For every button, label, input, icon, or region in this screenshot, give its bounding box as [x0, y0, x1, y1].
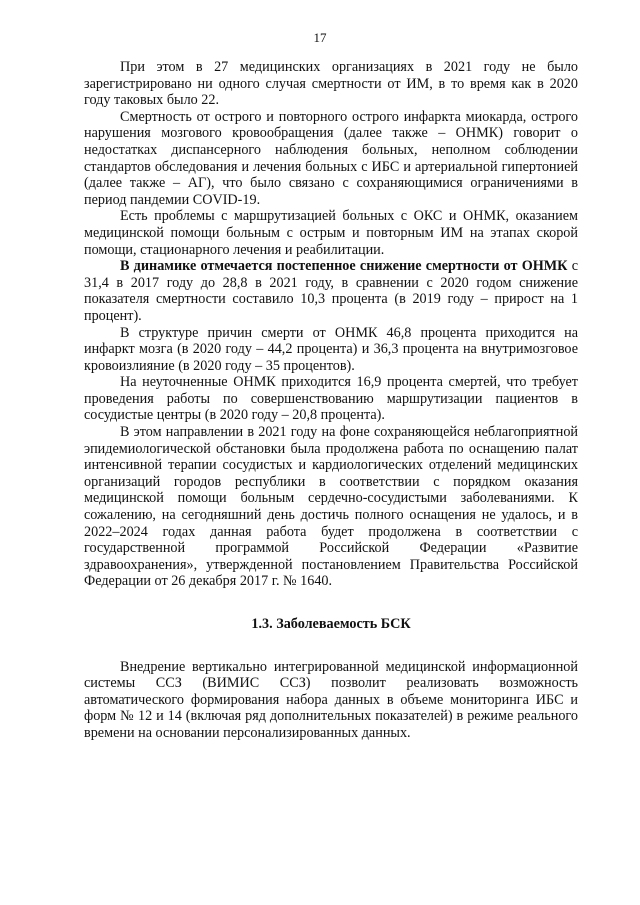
- paragraph-mortality-causes: Смертность от острого и повторного острого инфаркта миокарда, острого нарушения мозгового кровообращения (далее также – ОНМК) говорит о недостатках диспансерного наблюдения больных, неполном соблюдении стандартов обследования и лечения больных с ИБС и артериальной гипертонией (далее также – АГ), что было связано с сохраняющимися ограничениями в период пандемии COVID-19.: [84, 108, 578, 208]
- paragraph-death-structure: В структуре причин смерти от ОНМК 46,8 процента приходится на инфаркт мозга (в 2020 году – 44,2 процента) и 36,3 процента на внутримозговое кровоизлияние (в 2020 году – 35 процентов).: [84, 324, 578, 374]
- paragraph-im-mortality: При этом в 27 медицинских организациях в 2021 году не было зарегистрировано ни одного случая смертности от ИМ, в то время как в 2020 году таковых было 22.: [84, 59, 578, 109]
- paragraph-vimis: Внедрение вертикально интегрированной медицинской информационной системы ССЗ (ВИМИС ССЗ) позволит реализовать возможность автоматического формирования набора данных в объеме мониторинга ИБС и форм № 12 и 14 (включая ряд дополнительных показателей) в режиме реального времени на основании персонализированных данных.: [84, 658, 578, 741]
- paragraph-onmk-dynamics-rest: с 31,4 в 2017 году до 28,8 в 2021 году, в сравнении с 2020 годом снижение показателя смертности составило 10,3 процента (в 2019 году – прирост на 1 процент).: [84, 258, 578, 324]
- page-number: 17: [313, 30, 327, 45]
- paragraph-onmk-dynamics: [84, 258, 578, 324]
- paragraph-onmk-dynamics-bold: В динамике отмечается постепенное снижение смертности от ОНМК: [120, 258, 568, 275]
- document-body: [84, 59, 578, 742]
- paragraph-equipment-work: В этом направлении в 2021 году на фоне сохраняющейся неблагоприятной эпидемиологической обстановки была продолжена работа по оснащению палат интенсивной терапии сосудистых и кардиологических отделений медицинских организаций городов республики в соответствии с порядком оказания медицинской помощи больным сердечно-сосудистыми заболеваниями. К сожалению, на сегодняшний день достичь полного оснащения не удалось, и в 2022–2024 годах данная работа будет продолжена в соответствии с государственной программой Российской Федерации «Развитие здравоохранения», утвержденной постановлением Правительства Российской Федерации от 26 декабря 2017 г. № 1640.: [84, 424, 578, 590]
- paragraph-unspecified-onmk: На неуточненные ОНМК приходится 16,9 процента смертей, что требует проведения работы по совершенствованию маршрутизации пациентов в сосудистые центры (в 2020 году – 20,8 процента).: [84, 374, 578, 424]
- section-heading: 1.3. Заболеваемость БСК: [251, 616, 411, 632]
- paragraph-routing-problems: Есть проблемы с маршрутизацией больных с ОКС и ОНМК, оказанием медицинской помощи больным с острым и повторным ИМ на этапах скорой помощи, стационарного лечения и реабилитации.: [84, 208, 578, 258]
